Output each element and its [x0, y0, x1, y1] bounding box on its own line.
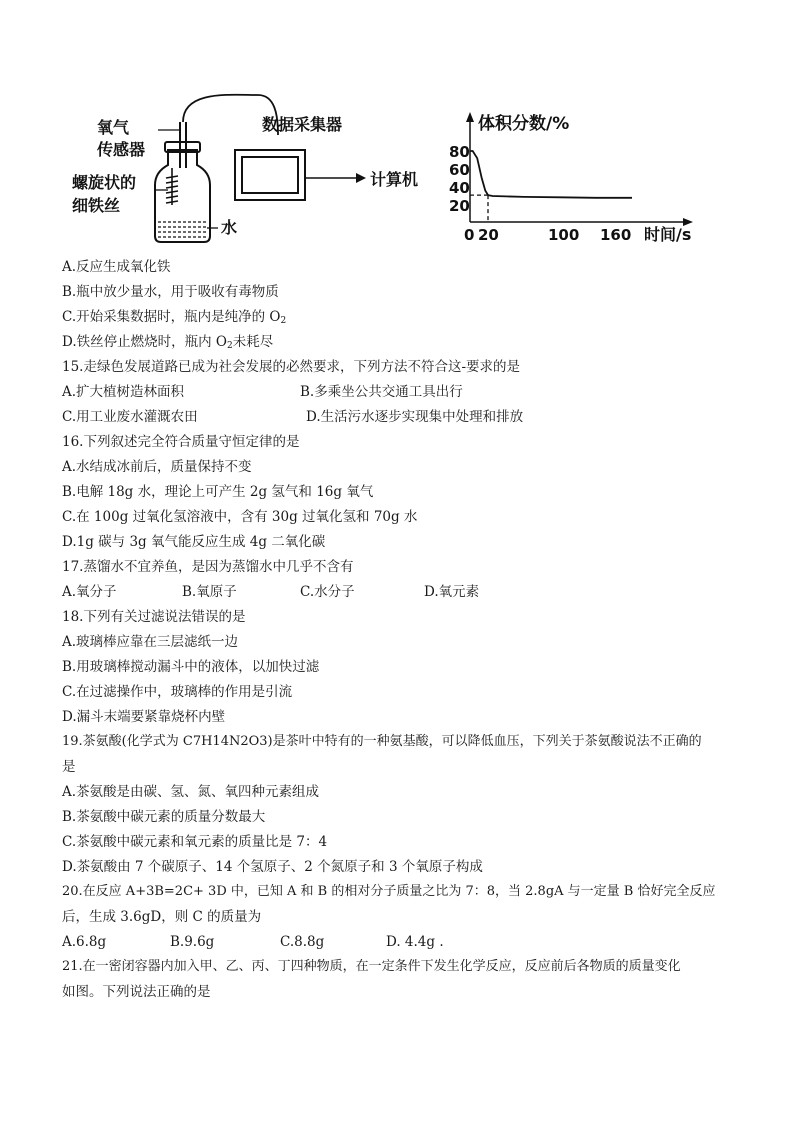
x-tick-160: 160 — [600, 226, 632, 244]
q19-option-b: B.茶氨酸中碳元素的质量分数最大 — [62, 809, 266, 825]
q14-option-c: C.开始采集数据时，瓶内是纯净的 $O_2$ — [62, 309, 287, 326]
q18-option-d: D.漏斗末端要紧靠烧杯内壁 — [62, 709, 226, 725]
label-computer: 计算机 — [370, 170, 419, 189]
q19-option-a: A.茶氨酸是由碳、氢、氮、氧四种元素组成 — [62, 784, 320, 800]
q15-option-d: D.生活污水逐步实现集中处理和排放 — [306, 409, 524, 425]
q20-option-c: C.8.8g — [280, 934, 325, 950]
label-oxygen: 氧气 — [97, 118, 130, 137]
q15-option-b: B.多乘坐公共交通工具出行 — [300, 384, 463, 400]
x-tick-100: 100 — [548, 226, 580, 244]
x-tick-0: 0 — [464, 226, 475, 244]
q19-stem-line2: 是 — [62, 759, 76, 775]
q18-option-b: B.用玻璃棒搅动漏斗中的液体，以加快过滤 — [62, 659, 320, 675]
q16-option-b: B.电解 18g 水，理论上可产生 2g 氢气和 16g 氧气 — [62, 484, 374, 500]
oxygen-sensor — [180, 122, 186, 168]
y-axis-title: 体积分数/% — [478, 114, 570, 134]
q16-option-c: C.在 100g 过氧化氢溶液中，含有 30g 过氧化氢和 70g 水 — [62, 509, 418, 525]
q17-option-a: A.氧分子 — [62, 584, 117, 600]
q18-stem: 18.下列有关过滤说法错误的是 — [62, 609, 246, 625]
q21-stem-line2: 如图。下列说法正确的是 — [62, 984, 211, 1000]
q18-option-c: C.在过滤操作中，玻璃棒的作用是引流 — [62, 684, 293, 700]
q19-stem-line1: 19.茶氨酸(化学式为 C7H14N2O3)是茶叶中特有的一种氨基酸，可以降低血压，下列关于茶氨酸说法不正确的 — [62, 734, 702, 749]
q17-option-b: B.氧原子 — [182, 584, 237, 600]
apparatus-diagram — [0, 0, 794, 250]
q14-option-d: D.铁丝停止燃烧时，瓶内 $O_2$未耗尽 — [62, 334, 274, 351]
label-sensor: 传感器 — [97, 140, 146, 159]
q20-option-a: A.6.8g — [62, 934, 107, 950]
q14-option-a: A.反应生成氧化铁 — [62, 259, 171, 275]
q15-option-a: A.扩大植树造林面积 — [62, 384, 185, 400]
y-tick-60: 60 — [449, 161, 470, 179]
q16-option-a: A.水结成冰前后，质量保持不变 — [62, 459, 252, 475]
series-line — [470, 151, 632, 198]
q19-option-d: D.茶氨酸由 7 个碳原子、14 个氢原子、2 个氮原子和 3 个氧原子构成 — [62, 859, 483, 875]
label-iron-wire: 细铁丝 — [72, 196, 121, 215]
y-tick-40: 40 — [449, 179, 470, 197]
q19-option-c: C.茶氨酸中碳元素和氧元素的质量比是 7：4 — [62, 834, 328, 850]
experiment-figure — [0, 0, 794, 250]
x-axis-title: 时间/s — [644, 225, 692, 244]
label-collector: 数据采集器 — [262, 115, 343, 134]
label-water: 水 — [221, 218, 238, 237]
q16-stem: 16.下列叙述完全符合质量守恒定律的是 — [62, 434, 300, 450]
iron-wire-coil — [166, 168, 178, 205]
q20-stem-line1: 20.在反应 A+3B=2C+ 3D 中，已知 A 和 B 的相对分子质量之比为 7：8，当 2.8gA 与一定量 B 恰好完全反应 — [62, 884, 716, 899]
q21-stem-line1: 21.在一密闭容器内加入甲、乙、丙、丁四种物质，在一定条件下发生化学反应，反应前后各物质的质量变化 — [62, 959, 681, 974]
q17-option-d: D.氧元素 — [424, 584, 480, 600]
arrow-to-computer — [305, 173, 366, 183]
water-surface — [158, 222, 207, 237]
data-collector-box — [235, 150, 305, 200]
q20-stem-line2: 后，生成 3.6gD，则 C 的质量为 — [62, 909, 262, 925]
y-axis-arrow — [466, 112, 474, 122]
q16-option-d: D.1g 碳与 3g 氧气能反应生成 4g 二氧化碳 — [62, 534, 326, 550]
q15-option-c: C.用工业废水灌溉农田 — [62, 409, 198, 425]
q20-option-b: B.9.6g — [170, 934, 215, 950]
volume-fraction-chart — [449, 112, 693, 244]
q17-stem: 17.蒸馏水不宜养鱼，是因为蒸馏水中几乎不含有 — [62, 559, 354, 575]
y-tick-80: 80 — [449, 143, 470, 161]
q18-option-a: A.玻璃棒应靠在三层滤纸一边 — [62, 634, 239, 650]
q15-stem: 15.走绿色发展道路已成为社会发展的必然要求，下列方法不符合这-要求的是 — [62, 359, 521, 375]
q20-option-d: D. 4.4g . — [386, 934, 444, 950]
q14-option-b: B.瓶中放少量水，用于吸收有毒物质 — [62, 284, 279, 300]
q17-option-c: C.水分子 — [300, 584, 355, 600]
label-spiral: 螺旋状的 — [72, 173, 137, 192]
x-tick-20: 20 — [478, 226, 499, 244]
y-tick-20: 20 — [449, 197, 470, 215]
